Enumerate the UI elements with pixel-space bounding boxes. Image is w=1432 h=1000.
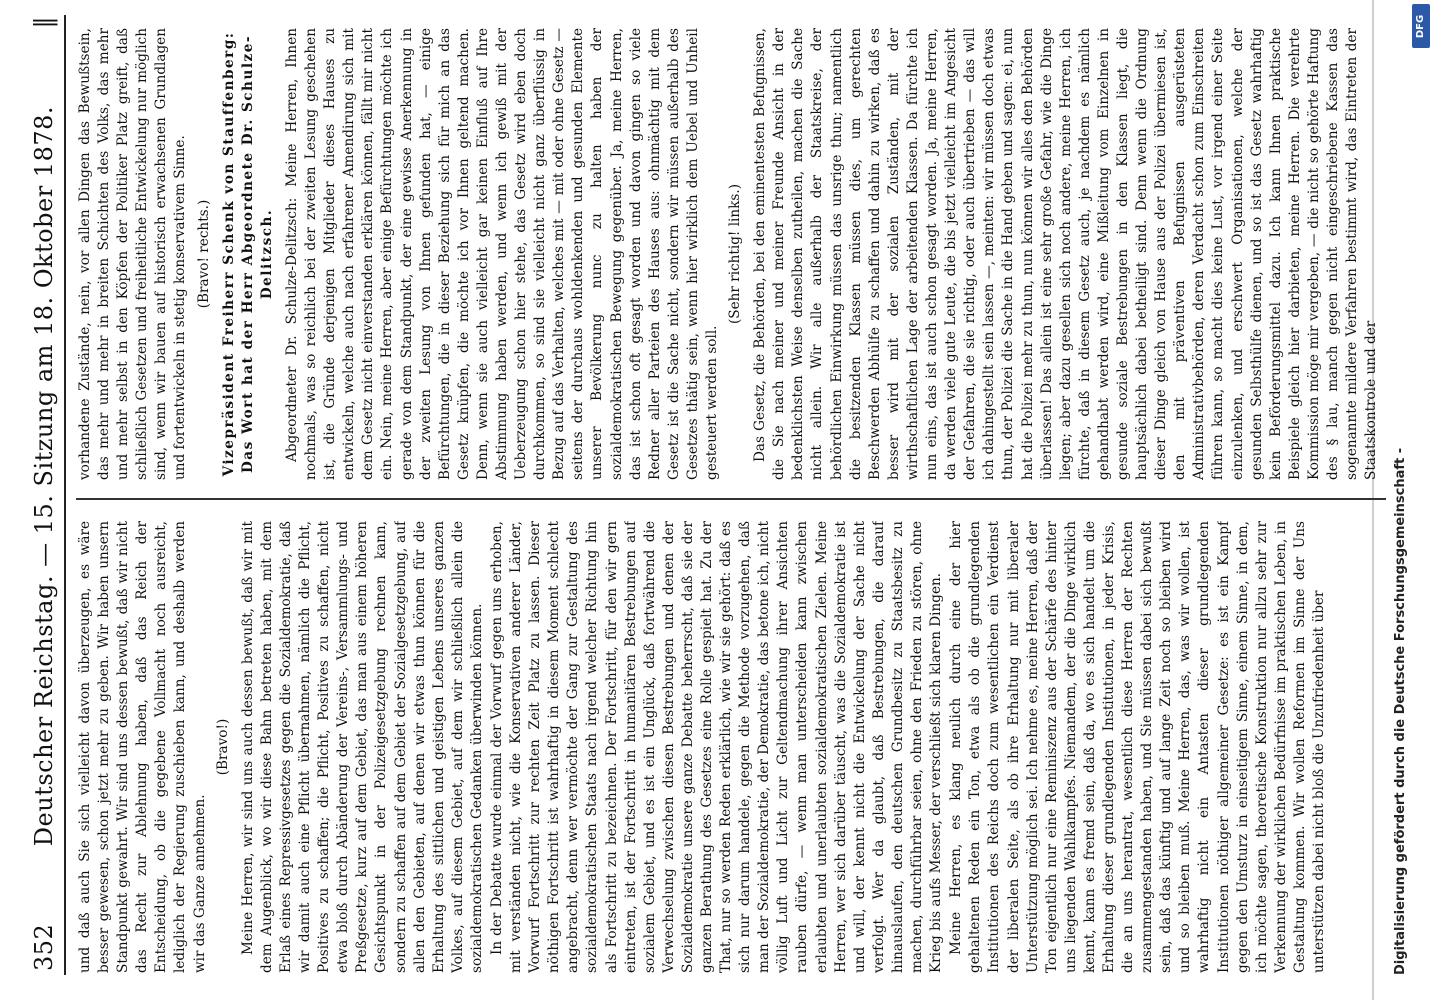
header-rule bbox=[64, 15, 66, 975]
right-column bbox=[76, 28, 1396, 480]
speaker-announcement: Vizepräsident Freiherr Schenk von Stauffenberg: Das Wort hat der Herr Abgeordnete Dr. Schulze-Delitzsch. bbox=[220, 31, 275, 477]
paragraph: Meine Herren, wir sind uns auch dessen bewußt, daß wir mit dem Augenblick, wo wir diese Bahn betreten haben, mit dem Erlaß eines Repressivgesetzes gegen die Sozialdemokratie, daß wir damit auch eine Pflicht übernahmen, nämlich die Pflicht, Positives zu schaffen; die Pflicht, Positives zu schaffen, nicht etwa bloß durch Abänderung der Vereins-, Versammlungs- und Preßgesetze, kurz auf dem Gebiet, das man aus einem höheren Gesichtspunkt in der Polizeigesetzgebung rechnen kann, sondern zu schaffen auf dem Gebiet der Sozialgesetzgebung, auf allen den Gebieten, auf denen wir etwas thun können für die Erhaltung des sittlichen und geistigen Lebens unseres ganzen Volkes, auf diesem Gebiet, auf dem wir schließlich allein die sozialdemokratischen Gedanken überwinden können. bbox=[239, 521, 485, 973]
column-divider bbox=[76, 498, 1386, 500]
paragraph: Abgeordneter Dr. Schulze-Delitzsch: Meine Herren, Ihnen nochmals, was so reichlich bei der zweiten Lesung geschehen ist, die Gründe derjenigen Mitglieder dieses Hauses zu entwickeln, welche auch nach erfahrener Amendirung sich mit dem Gesetz nicht einverstanden erklären können, fällt mir nicht ein. Nein, meine Herren, aber einige Befürchtungen möchte ich gerade von dem Standpunkt, der eine gewisse Anerkennung in der zweiten Lesung von Ihnen gefunden hat, — einige Befürchtungen, die in dieser Beziehung sich für mich an das Gesetz knüpfen, die möchte ich vor Ihnen geltend machen. Denn, wenn sie auch vielleicht gar keinen Einfluß auf Ihre Abstimmung haben werden, und wenn ich gewiß mit der Ueberzeugung schon hier stehe, das Gesetz wird eben doch durchkommen, so sind sie vielleicht nicht ganz überflüssig in Bezug auf das Verhalten, welches mit — mit oder ohne Gesetz — seitens der durchaus wohldenkenden und gesunden Elemente unserer Bevölkerung nunc zu halten haben der sozialdemokratischen Bewegung gegenüber. Ja, meine Herren, das ist schon oft gesagt worden und davon gingen so viele Redner aller Parteien des Hauses aus: ohnmächtig mit dem Gesetz ist die Sache nicht, sondern wir müssen außerhalb des Gesetzes thätig sein, wenn hier wirklich dem Uebel und Unheil gesteuert werden soll. bbox=[283, 28, 720, 480]
page-header bbox=[18, 16, 58, 971]
interjection: (Sehr richtig! links.) bbox=[727, 183, 744, 325]
paragraph: Meine Herren, es klang neulich durch eine der hier gehaltenen Reden ein Ton, etwa als ob die grundlegenden Institutionen des Reichs doch zum wesentlichen ein Verdienst der liberalen Seite, als ob ihre Erhaltung nur mit liberaler Unterstützung möglich sei. Ich nehme es, meine Herren, daß der Ton eigentlich nur eine Reminiszenz aus der Schärfe des hinter uns liegenden Wahlkampfes. Niemandem, der die Dinge wirklich kennt, kann es fremd sein, daß da, wo es sich handelt um die Erhaltung dieser grundlegenden Institutionen, in jeder Krisis, die an uns herantrat, wesentlich diese Herren der Rechten zusammengestanden haben, und Sie müssen dabei sich bewußt sein, daß das künftig und auf lange Zeit noch so bleiben wird und so bleiben muß. Meine Herren, das, was wir wollen, ist wahrhaftig nicht ein Antasten dieser grundlegenden Institutionen nöthiger allgemeiner Gesetze: es ist ein Kampf gegen den Umsturz in einseitigem Sinne, einem Sinne, in dem, ich möchte sagen, theoretische Konstruktion nur allzu sehr zur Verkennung der wirklichen Bedürfnisse im praktischen Leben, in Gestaltung kommen. Wir wollen Reformen im Sinne der Uns unterstützen dabei nicht bloß die Unzufriedenheit über bbox=[948, 521, 1327, 973]
paragraph: In der Debatte wurde einmal der Vorwurf gegen uns erhoben, mit verständen nicht, wie die Konservativen anderer Länder, Vorwurf Fortschritt zur rechten Zeit Platz zu lassen. Dieser nöthigen Fortschritt ist wahrhaftig in diesem Moment schlecht angebracht, denn wer vermöchte der Gang zur Gestaltung des sozialdemokratischen Staats nach irgend welcher Richtung hin als Fortschritt zu bezeichnen. Der Fortschritt, für den wir gern eintreten, ist der Fortschritt in humanitären Bestrebungen auf sozialem Gebiet, und es ist ein Unglück, daß fortwährend die Verwechselung zwischen diesen Bestrebungen und denen der Sozialdemokratie unsere ganze Debatte beherrscht, daß sie der ganzen Berathung des Gesetzes eine Rolle gespielt hat. Zu der That, nur so werden Reden erklärlich, wie wir sie gehört: daß es sich nur darum handele, gegen die Methode vorzugehen, daß man der Sozialdemokratie, der Demokratie, das betone ich, nicht völlig Luft und Licht zur Geltendmachung ihrer Ansichten rauben dürfe, — wenn man unterscheiden kann zwischen erlaubten und unerlaubten sozialdemokratischen Zielen. Meine Herren, wer sich darüber täuscht, was die Sozialdemokratie ist und will, der kennt nicht die Entwickelung der Sache nicht verfolgt. Wer da glaubt, daß Bestrebungen, die darauf hinauslaufen, den deutschen Grundbesitz zu Staatsbesitz zu machen, durchführbar seien, ohne den Frieden zu stören, ohne Krieg bis aufs Messer, der verschließt sich klaren Dingen. bbox=[488, 521, 945, 973]
digitization-note-text: Digitalisierung gefördert durch die Deutsche Forschungsgemeinschaft - bbox=[1393, 447, 1408, 975]
digitization-note bbox=[1385, 60, 1425, 1000]
interjection: (Bravo! rechts.) bbox=[195, 199, 212, 309]
paragraph: Das Gesetz, die Behörden, bei den eminentesten Befugnissen, die Sie nach meiner und meiner Freunde Ansicht in der bedenklichsten Weise denselben zutheilen, machen die Sache nicht allein. Wir alle außerhalb der Staatskreise, der behördlichen Einwirkung müssen das unsrige thun; namentlich die besitzenden Klassen müssen dies, um gerechten Beschwerden Abhülfe zu schaffen und dahin zu wirken, daß es besser wird mit der sozialen Zuständen, mit der wirthschaftlichen Lage der arbeitenden Klassen. Da fürchte ich nun eins, das ist auch schon gesagt worden. Ja, meine Herren, da werden viele gute Leute, die bis jetzt vielleicht im Angesicht der Gefahren, die sie richtig, oder auch übertrieben — das will ich dahingestellt sein lassen —, meinten: wir müssen doch etwas thun, der Polizei die Sache in die Hand geben und sagen: ei, nun hat die Polizei mehr zu thun, nun können wir alles den Behörden überlassen! Das allein ist eine sehr große Gefahr, wie die Dinge liegen; aber dazu gesellen sich noch andere, meine Herren, ich fürchte, daß in diesem Gesetz auch, je nachdem es nämlich gehandhabt werden wird, eine Mißleitung vom Einzelnen in gesunde soziale Bestrebungen in den Klassen liegt, die hauptsächlich dabei betheiligt sind. Denn wenn die Ordnung dieser Dinge gleich von Hause aus der Polizei übermiesen ist, den mit präventiven Befugnissen ausgerüsteten Administrativbehörden, deren Verdacht schon zum Einschreiten führen kann, so macht dies keine Lust, vor irgend einer Seite einzulenken, und erschwert Organisationen, welche der gesunden Selbsthülfe dienen, und so ist das Gesetz wahrhaftig kein Beförderungsmittel dazu. Ich kann Ihnen praktische Beispiele gleich hier darbieten, meine Herren. Die verehrte Kommission möge mir vergeben, — die nicht so gehörte Haftung des § lau, manch gegen nicht eingeschriebene Kassen das sogenannte mildere Verfahren bestimmt wird, das Eintreten der Staatskontrole und der bbox=[752, 28, 1380, 480]
dfg-logo-text: DFG bbox=[1415, 14, 1427, 38]
interjection: (Bravo!) bbox=[214, 718, 231, 776]
header-mark: ‖ bbox=[30, 16, 58, 29]
dfg-logo bbox=[1412, 4, 1430, 48]
paragraph: und daß auch Sie sich vielleicht davon überzeugen, es wäre besser gewesen, schon jetzt mehr zu geben. Wir haben unsern Standpunkt gewahrt. Wir sind uns dessen bewußt, daß wir nicht das Recht zur Ablehnung haben, daß das Reich der Entscheidung, ob die gegebene Vollmacht noch ausreicht, lediglich der Regierung zuschieben kann, und deshalb werden wir das Ganze annehmen. bbox=[77, 521, 208, 973]
running-title: Deutscher Reichstag. — 15. Sitzung am 18. Oktober 1878. bbox=[30, 105, 58, 847]
paragraph: vorhandene Zustände, nein, vor allen Dingen das Bewußtsein, das mehr und mehr in breiten Schichten des Volks, das mehr und mehr selbst in den Köpfen der Politiker Platz greift, daß schließlich Gesetzen und freiheitliche Entwickelung nur möglich sind, wenn wir bauen auf historisch erwachsenen Grundlagen und fortentwickeln in stetig konservativem Sinne. bbox=[77, 28, 189, 480]
left-column bbox=[76, 521, 1396, 973]
page-number: 352 bbox=[30, 923, 58, 971]
